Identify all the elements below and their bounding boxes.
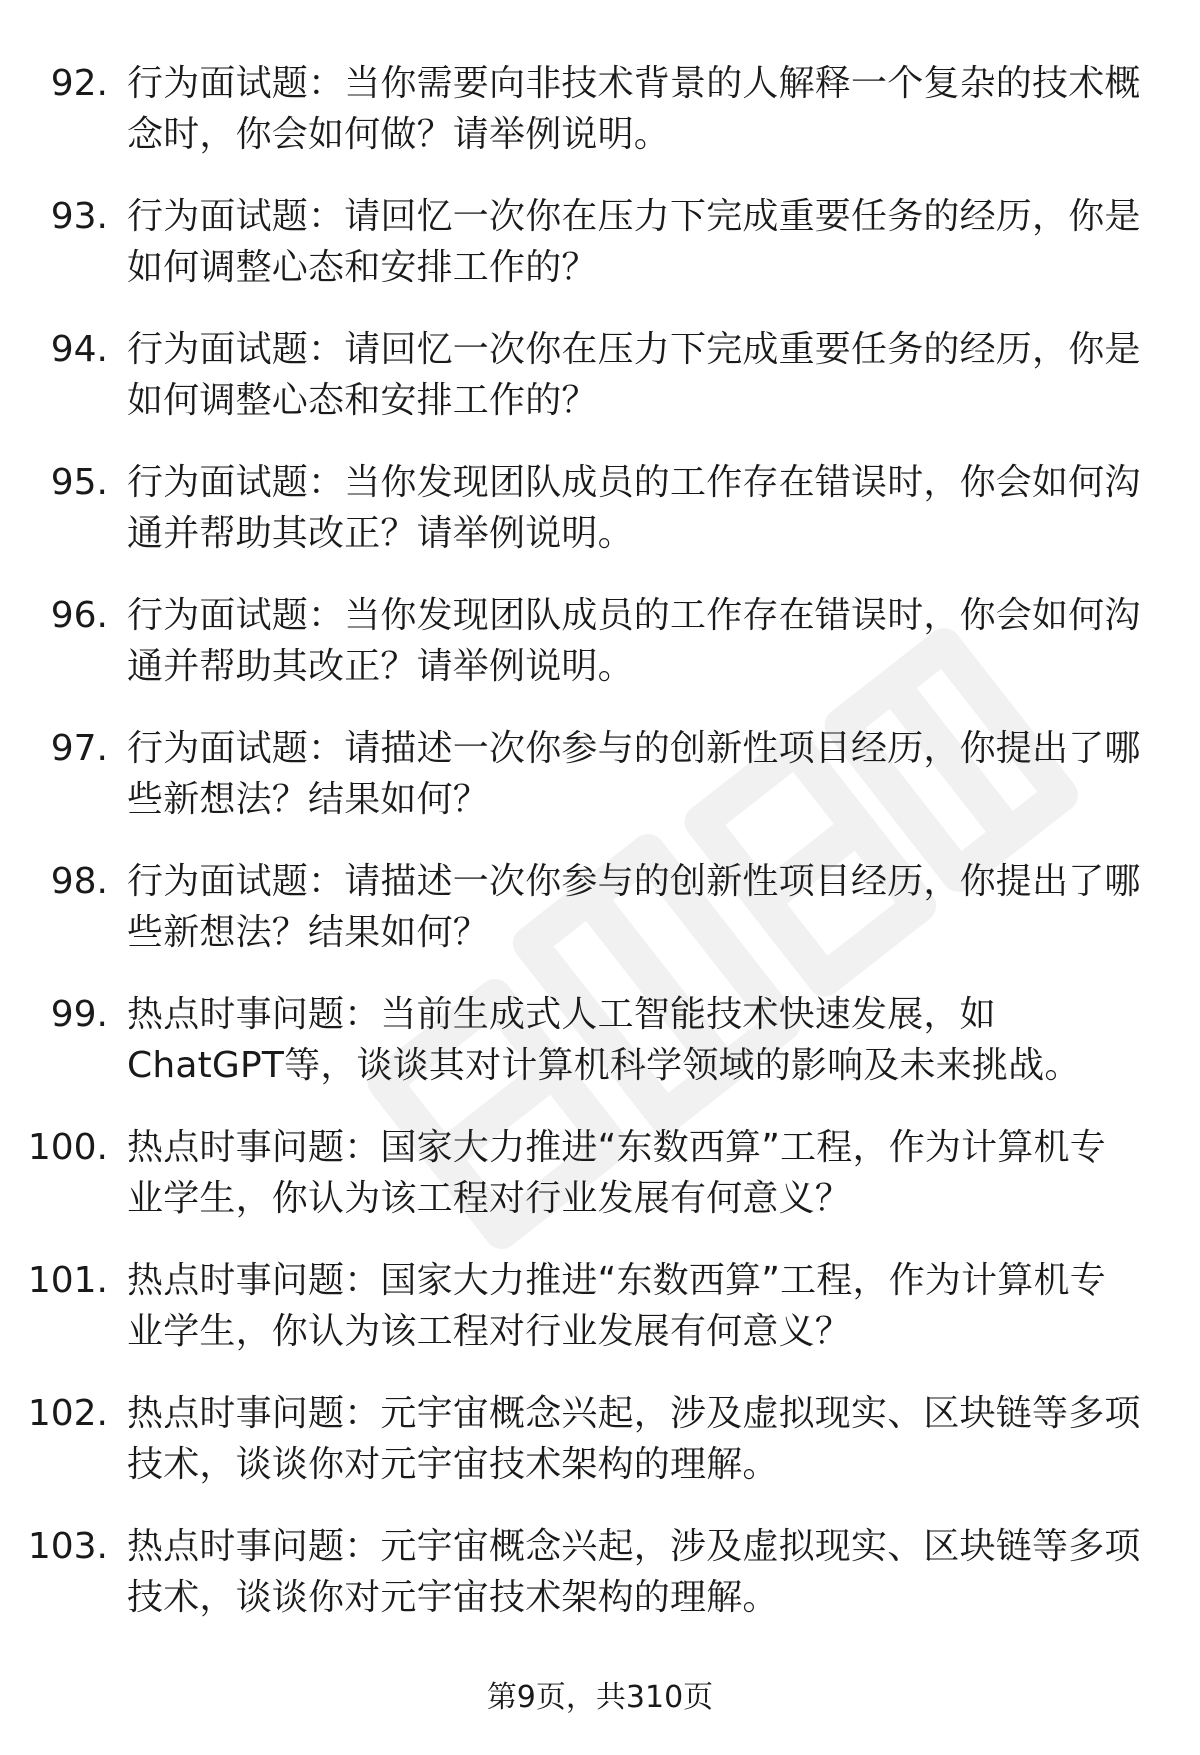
question-number: 95. <box>50 462 108 503</box>
question-item <box>0 58 1200 191</box>
question-number: 94. <box>50 329 108 370</box>
question-text: 行为面试题：请回忆一次你在压力下完成重要任务的经历，你是如何调整心态和安排工作的？ <box>127 196 1141 288</box>
question-text: 热点时事问题：国家大力推进“东数西算”工程，作为计算机专业学生，你认为该工程对行业发展有何意义？ <box>127 1260 1106 1352</box>
page-footer: 第9页，共310页 <box>486 1680 714 1715</box>
question-text: 行为面试题：当你需要向非技术背景的人解释一个复杂的技术概念时，你会如何做？请举例说明。 <box>127 63 1141 155</box>
question-text: 热点时事问题：国家大力推进“东数西算”工程，作为计算机专业学生，你认为该工程对行业发展有何意义？ <box>127 1127 1106 1219</box>
question-number: 93. <box>50 196 108 237</box>
question-text: 热点时事问题：当前生成式人工智能技术快速发展，如ChatGPT等，谈谈其对计算机科学领域的影响及未来挑战。 <box>127 994 1081 1086</box>
question-number: 99. <box>50 994 108 1035</box>
question-list <box>0 58 1200 1654</box>
question-item <box>0 1122 1200 1255</box>
question-number: 97. <box>50 728 108 769</box>
question-number: 98. <box>50 861 108 902</box>
question-number: 103. <box>27 1526 108 1567</box>
question-text: 行为面试题：请回忆一次你在压力下完成重要任务的经历，你是如何调整心态和安排工作的？ <box>127 329 1141 421</box>
question-item <box>0 191 1200 324</box>
question-number: 92. <box>50 63 108 104</box>
question-item <box>0 1388 1200 1521</box>
question-text: 行为面试题：当你发现团队成员的工作存在错误时，你会如何沟通并帮助其改正？请举例说明。 <box>127 595 1141 687</box>
question-item <box>0 856 1200 989</box>
question-item <box>0 590 1200 723</box>
question-item <box>0 723 1200 856</box>
question-text: 行为面试题：当你发现团队成员的工作存在错误时，你会如何沟通并帮助其改正？请举例说明。 <box>127 462 1141 554</box>
question-text: 行为面试题：请描述一次你参与的创新性项目经历，你提出了哪些新想法？结果如何？ <box>127 861 1141 953</box>
question-item <box>0 1255 1200 1388</box>
question-text: 热点时事问题：元宇宙概念兴起，涉及虚拟现实、区块链等多项技术，谈谈你对元宇宙技术架构的理解。 <box>127 1393 1141 1485</box>
question-item <box>0 457 1200 590</box>
question-number: 96. <box>50 595 108 636</box>
question-text: 行为面试题：请描述一次你参与的创新性项目经历，你提出了哪些新想法？结果如何？ <box>127 728 1141 820</box>
question-number: 102. <box>27 1393 108 1434</box>
question-text: 热点时事问题：元宇宙概念兴起，涉及虚拟现实、区块链等多项技术，谈谈你对元宇宙技术架构的理解。 <box>127 1526 1141 1618</box>
question-number: 101. <box>27 1260 108 1301</box>
question-item <box>0 989 1200 1122</box>
question-number: 100. <box>27 1127 108 1168</box>
question-item <box>0 324 1200 457</box>
question-item <box>0 1521 1200 1654</box>
